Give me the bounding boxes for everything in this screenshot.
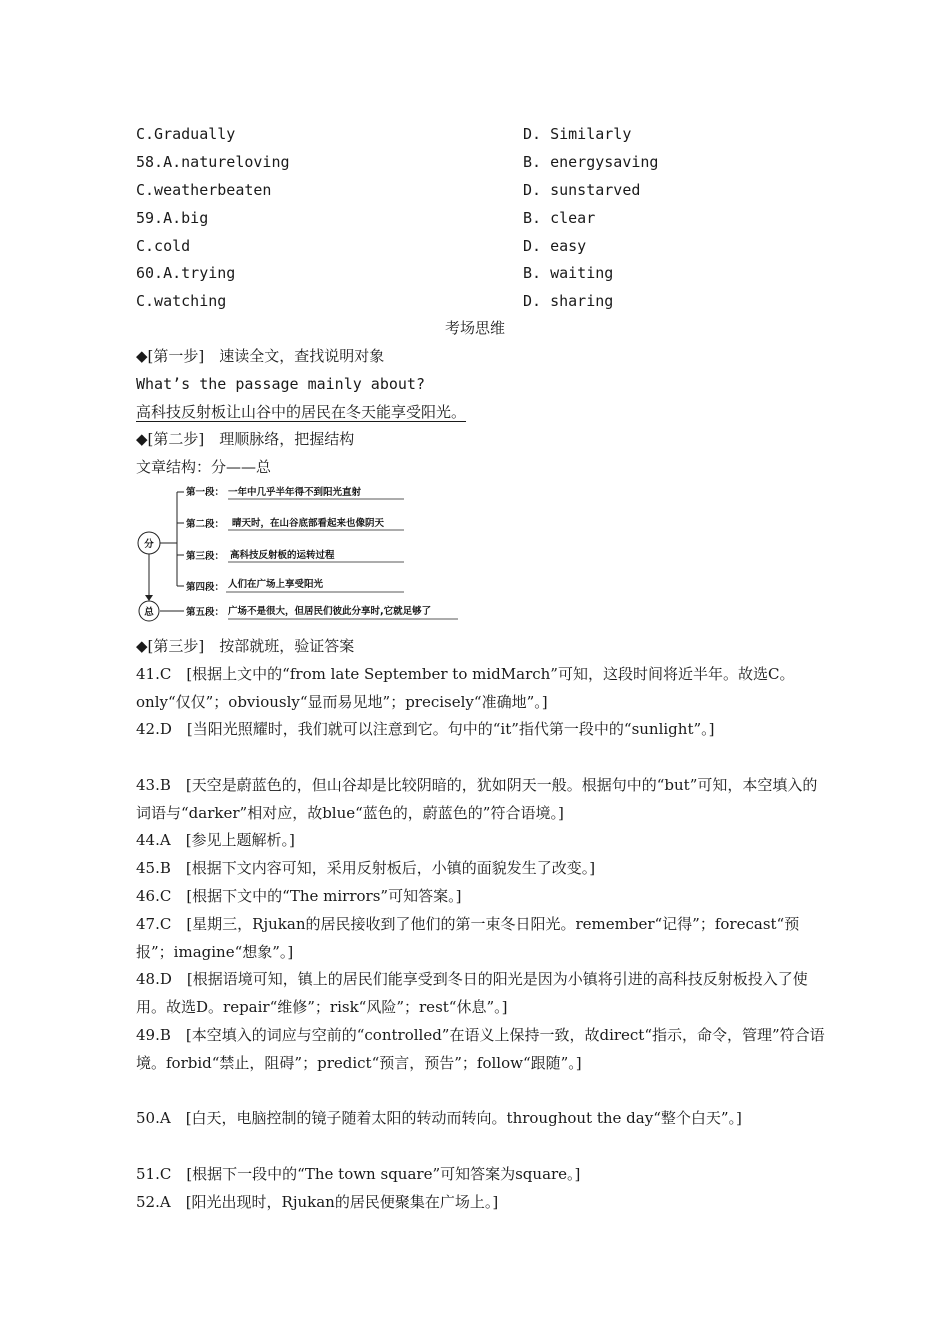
- branch-label: 第三段：: [186, 551, 225, 562]
- option-right: B. waiting: [523, 264, 614, 282]
- option-left: C.weatherbeaten: [136, 181, 272, 199]
- step1-heading: ◆[第一步] 速读全文，查找说明对象: [136, 347, 385, 365]
- branch-text: 高科技反射板的运转过程: [230, 550, 335, 561]
- final-text: 广场不是很大，但居民们彼此分享时,它就足够了: [228, 606, 432, 617]
- structure-diagram: [132, 482, 462, 624]
- total-label: 总: [144, 607, 154, 618]
- option-right: B. clear: [523, 209, 596, 227]
- option-left: 60.A.trying: [136, 264, 236, 282]
- step1-answer: 高科技反射板让山谷中的居民在冬天能享受阳光。: [136, 403, 467, 421]
- arrow-down-icon: [145, 595, 153, 601]
- structure-label: 文章结构：分——总: [136, 458, 272, 476]
- answer-item: 47.C [星期三，Rjukan的居民接收到了他们的第一束冬日阳光。remember“记得”；forecast“预报”；imagine“想象”。]: [136, 915, 800, 961]
- option-left: 58.A.natureloving: [136, 153, 290, 171]
- answer-item: 43.B [天空是蔚蓝色的，但山谷却是比较阴暗的，犹如阴天一般。根据句中的“but”可知，本空填入的词语与“darker”相对应，故blue“蓝色的，蔚蓝色的”符合语境。]: [136, 776, 818, 822]
- branch-text: 人们在广场上享受阳光: [228, 579, 324, 590]
- option-left: 59.A.big: [136, 209, 209, 227]
- option-left: C.cold: [136, 237, 191, 255]
- step3-heading: ◆[第三步] 按部就班，验证答案: [136, 637, 355, 655]
- answer-item: 46.C [根据下文中的“The mirrors”可知答案。]: [136, 887, 462, 905]
- option-right: D. Similarly: [523, 125, 632, 143]
- step1-question: What’s the passage mainly about?: [136, 375, 425, 393]
- answer-item: 50.A [白天，电脑控制的镜子随着太阳的转动而转向。throughout the day“整个白天”。]: [136, 1109, 742, 1127]
- branch-label: 第一段：: [186, 487, 225, 498]
- section-title: 考场思维: [444, 319, 505, 337]
- option-right: D. easy: [523, 237, 587, 255]
- answer-item: 41.C [根据上文中的“from late September to midMarch”可知，这段时间将近半年。故选C。only“仅仅”；obviously“显而易见地”；precisely“准确地”。]: [136, 665, 795, 711]
- branch-text: 晴天时，在山谷底部看起来也像阴天: [232, 518, 385, 529]
- branch-text: 一年中几乎半年得不到阳光直射: [228, 487, 362, 498]
- answer-item: 52.A [阳光出现时，Rjukan的居民便聚集在广场上。]: [136, 1193, 499, 1211]
- option-left: C.watching: [136, 292, 227, 310]
- step2-heading: ◆[第二步] 理顺脉络，把握结构: [136, 430, 355, 448]
- final-label: 第五段：: [186, 607, 225, 618]
- option-right: B. energysaving: [523, 153, 659, 171]
- answer-item: 51.C [根据下一段中的“The town square”可知答案为square。]: [136, 1165, 581, 1183]
- answer-item: 44.A [参见上题解析。]: [136, 831, 295, 849]
- answer-item: 48.D [根据语境可知，镇上的居民们能享受到冬日的阳光是因为小镇将引进的高科技反射板投入了使用。故选D。repair“维修”；risk“风险”；rest“休息”。]: [136, 970, 808, 1016]
- answer-item: 45.B [根据下文内容可知，采用反射板后，小镇的面貌发生了改变。]: [136, 859, 596, 877]
- branch-label: 第二段：: [186, 519, 225, 530]
- branch-label: 第四段：: [186, 582, 225, 593]
- answer-item: 42.D [当阳光照耀时，我们就可以注意到它。句中的“it”指代第一段中的“sunlight”。]: [136, 720, 715, 738]
- option-right: D. sunstarved: [523, 181, 641, 199]
- answer-item: 49.B [本空填入的词应与空前的“controlled”在语义上保持一致，故direct“指示，命令，管理”符合语境。forbid“禁止，阻碍”；predict“预言，预告”；follow“跟随”。]: [136, 1026, 825, 1072]
- part-label: 分: [144, 539, 154, 550]
- option-right: D. sharing: [523, 292, 614, 310]
- option-left: C.Gradually: [136, 125, 236, 143]
